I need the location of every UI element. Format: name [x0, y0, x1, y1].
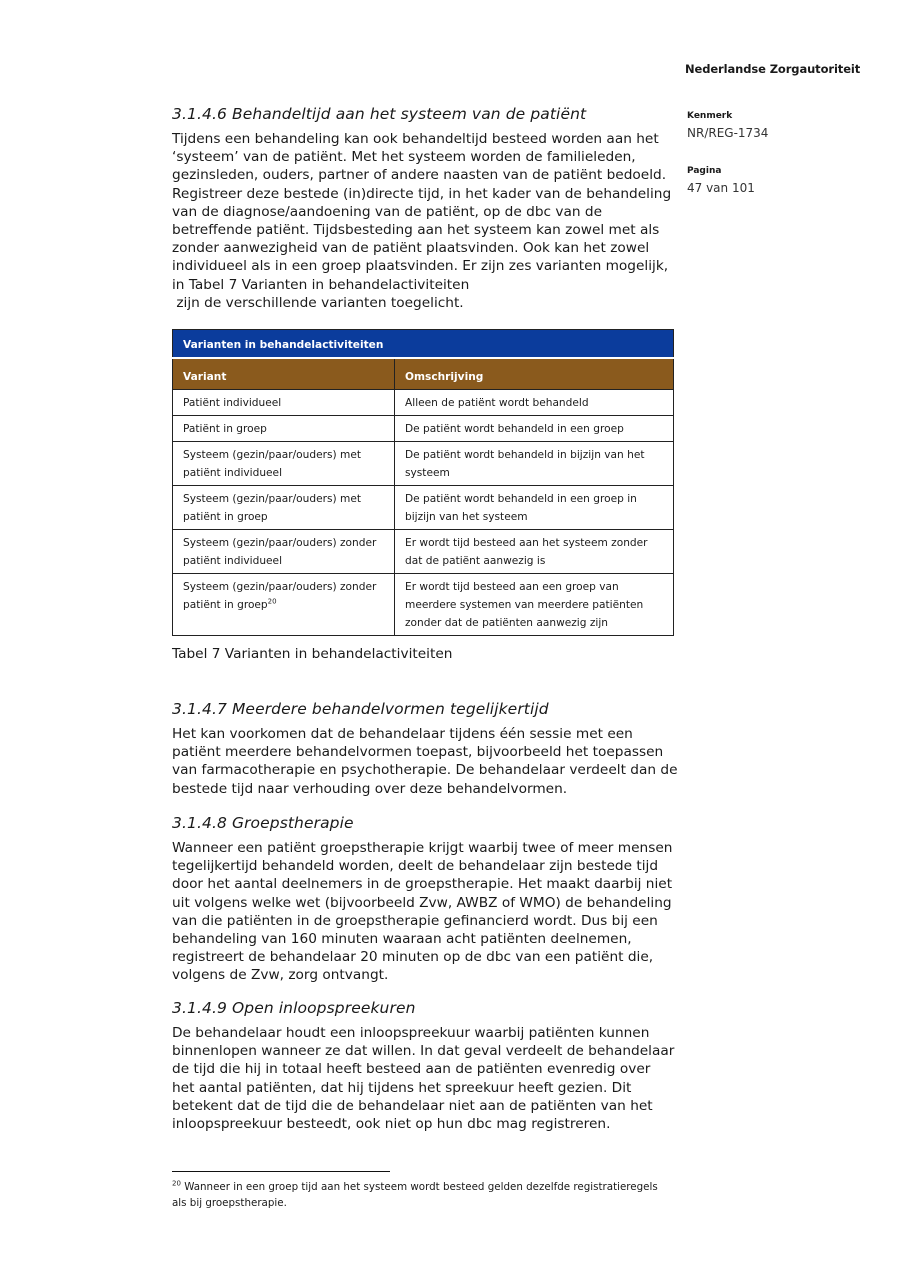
- table-row: Systeem (gezin/paar/ouders) met patiënt individueel De patiënt wordt behandeld in bijzijn van het systeem: [173, 442, 674, 486]
- section-body: Het kan voorkomen dat de behandelaar tijdens één sessie met een patiënt meerdere behandelvormen toepast, bijvoorbeeld het toepassen van farmacotherapie en psychotherapie. De behandelaar verdeelt dan de bestede tijd naar verhouding over deze behandelvormen.: [172, 726, 678, 797]
- section-heading: 3.1.4.9 Open inloopspreekuren: [172, 999, 416, 1017]
- section-3-1-4-9: [172, 998, 682, 1133]
- table-row: Systeem (gezin/paar/ouders) zonder patiënt in groep$^{20}$ Er wordt tijd besteed aan een groep van meerdere systemen van meerdere patiënten zonder dat de patiënten aanwezig zijn: [173, 574, 674, 636]
- section-body: Tijdens een behandeling kan ook behandeltijd besteed worden aan het ‘systeem’ van de patiënt. Met het systeem worden de familieleden, gezinsleden, ouders, partner of andere naasten van de patiënt bedoeld. Registreer deze bestede (in)directe tijd, in het kader van de behandeling van de diagnose/aandoening van de patiënt, op de dbc van de betreffende patiënt. Tijdsbesteding aan het systeem kan zowel met als zonder aanwezigheid van de patiënt plaatsvinden. Ook kan het zowel individueel als in een groep plaatsvinden. Er zijn zes varianten mogelijk, in Tabel 7 Varianten in behandelactiviteiten zijn de verschillende varianten toegelicht.: [172, 131, 672, 311]
- table-row: Systeem (gezin/paar/ouders) met patiënt in groep De patiënt wordt behandeld in een groep in bijzijn van het systeem: [173, 486, 674, 530]
- table-caption: Tabel 7 Varianten in behandelactiviteiten: [172, 646, 453, 662]
- section-body: De behandelaar houdt een inloopspreekuur waarbij patiënten kunnen binnenlopen wanneer ze dat willen. In dat geval verdeelt de behandelaar de tijd die hij in totaal heeft besteed aan de patiënten evenredig over het aantal patiënten, dat hij tijdens het spreekuur heeft gezien. Dit betekent dat de tijd die de behandelaar niet aan de patiënten van het inloopspreekuur besteedt, ook niet op hun dbc mag registreren.: [172, 1025, 675, 1133]
- section-body: Wanneer een patiënt groepstherapie krijgt waarbij twee of meer mensen tegelijkertijd behandeld worden, deelt de behandelaar zijn bestede tijd door het aantal deelnemers in de groepstherapie. Het maakt daarbij niet uit volgens welke wet (bijvoorbeeld Zvw, AWBZ of WMO) de behandeling van die patiënten in de groepstherapie gefinancierd wordt. Dus bij een behandeling van 160 minuten waaraan acht patiënten deelnemen, registreert de behandelaar 20 minuten op de dbc van een patiënt die, volgens de Zvw, zorg ontvangt.: [172, 840, 673, 984]
- section-heading: 3.1.4.6 Behandeltijd aan het systeem van de patiënt: [172, 105, 587, 123]
- column-header-omschrijving: Omschrijving: [395, 358, 674, 390]
- kenmerk-value: NR/REG-1734: [687, 126, 769, 140]
- kenmerk-label: Kenmerk: [687, 111, 733, 121]
- footnote: $^{20}$ Wanneer in een groep tijd aan het systeem wordt besteed gelden dezelfde registratieregels als bij groepstherapie.: [172, 1179, 658, 1209]
- footnote-ref[interactable]: 20: [267, 597, 277, 606]
- pagina-label: Pagina: [687, 166, 722, 176]
- pagina-value: 47 van 101: [687, 181, 755, 195]
- table-title: Varianten in behandelactiviteiten: [173, 330, 674, 359]
- footnote-number: 20: [172, 1179, 181, 1188]
- table-row: Systeem (gezin/paar/ouders) zonder patiënt individueel Er wordt tijd besteed aan het systeem zonder dat de patiënt aanwezig is: [173, 530, 674, 574]
- section-3-1-4-6: [172, 104, 682, 312]
- section-3-1-4-8: [172, 813, 682, 985]
- table-row: Patiënt in groep De patiënt wordt behandeld in een groep: [173, 416, 674, 442]
- section-heading: 3.1.4.8 Groepstherapie: [172, 814, 354, 832]
- table-row: Patiënt individueel Alleen de patiënt wordt behandeld: [173, 390, 674, 416]
- organization-name: Nederlandse Zorgautoriteit: [685, 62, 861, 76]
- table-reference: in Tabel 7 Varianten in behandelactiviteiten: [172, 276, 470, 293]
- section-3-1-4-7: [172, 699, 682, 798]
- section-heading: 3.1.4.7 Meerdere behandelvormen tegelijkertijd: [172, 700, 549, 718]
- footnote-separator: [172, 1171, 390, 1172]
- variants-table: [172, 329, 674, 636]
- column-header-variant: Variant: [173, 358, 395, 390]
